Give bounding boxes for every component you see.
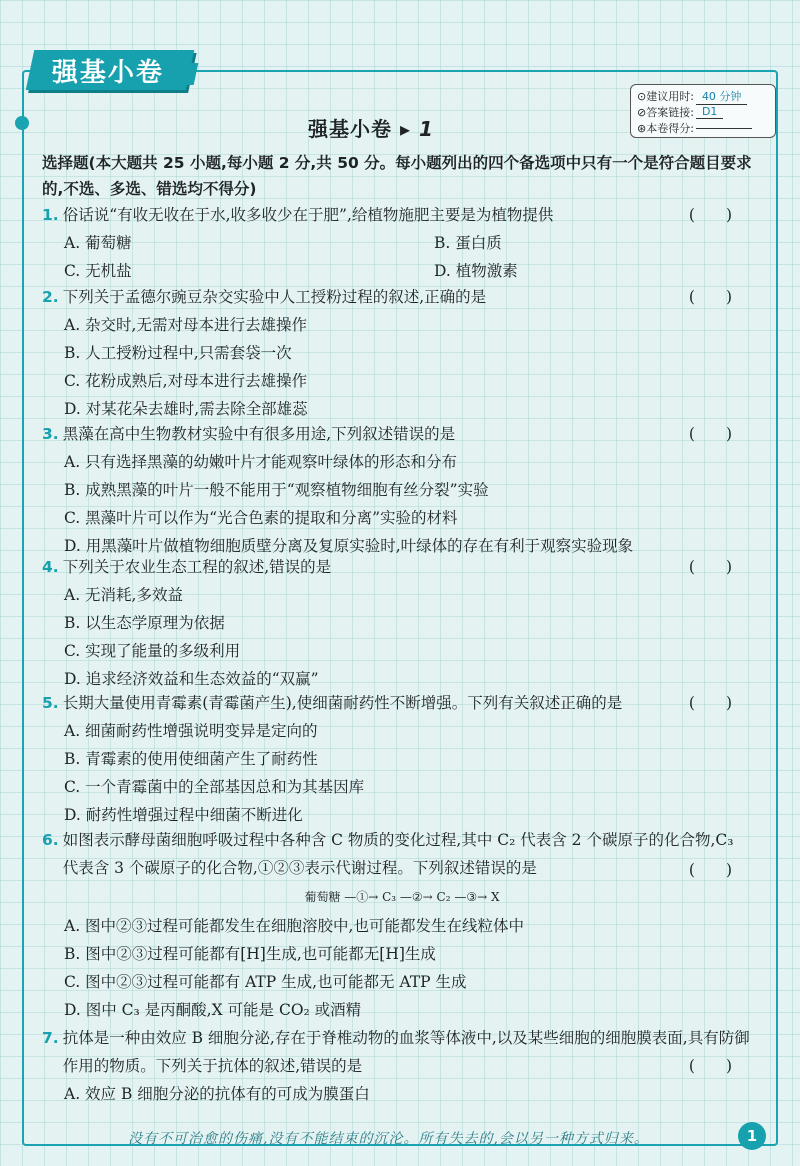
option-b: B. 以生态学原理为依据 (64, 614, 225, 632)
code-label: 答案链接: (646, 106, 694, 119)
question-stem: 黑藻在高中生物教材实验中有很多用途,下列叙述错误的是 (62, 425, 456, 443)
quiz-title: 强基小卷 ▸ 1 (308, 117, 434, 141)
option-a: A. 葡萄糖 (64, 234, 132, 252)
option-c: C. 一个青霉菌中的全部基因总和为其基因库 (64, 778, 365, 796)
answer-blank: ( ) (688, 425, 732, 443)
option-b: B. 人工授粉过程中,只需套袋一次 (64, 344, 292, 362)
question-4: 4. 下列关于农业生态工程的叙述,错误的是 ( ) A. 无消耗,多效益 B. 以生态学原理为依据 C. 实现了能量的多级利用 D. 追求经济效益和生态效益的“双赢” (42, 553, 762, 693)
question-stem: 下列关于农业生态工程的叙述,错误的是 (62, 558, 332, 576)
code-row (637, 104, 769, 120)
option-d: D. 追求经济效益和生态效益的“双赢” (64, 670, 319, 688)
option-d: D. 用黑藻叶片做植物细胞质壁分离及复原实验时,叶绿体的存在有利于观察实验现象 (64, 537, 634, 555)
question-stem: 如图表示酵母菌细胞呼吸过程中各种含 C 物质的变化过程,其中 C₂ 代表含 2 个碳原子的化合物,C₃ 代表含 3 个碳原子的化合物,①②③表示代谢过程。下列叙述错误的是 (62, 831, 734, 877)
answer-blank: ( ) (688, 1057, 732, 1075)
time-value: 40 分钟 (696, 88, 748, 105)
answer-blank: ( ) (688, 558, 732, 576)
option-c: C. 实现了能量的多级利用 (64, 642, 241, 660)
question-5: 5. 长期大量使用青霉素(青霉菌产生),使细菌耐药性不断增强。下列有关叙述正确的是 ( ) A. 细菌耐药性增强说明变异是定向的 B. 青霉素的使用使细菌产生了耐药性 C. 一个青霉菌中的全部基因总和为其基因库 D. 耐药性增强过程中细菌不断进化 (42, 689, 762, 829)
answer-blank: ( ) (688, 861, 732, 879)
option-a: A. 图中②③过程可能都发生在细胞溶胶中,也可能都发生在线粒体中 (64, 917, 524, 935)
footer-motto: 没有不可治愈的伤痛,没有不能结束的沉沦。所有失去的,会以另一种方式归来。 (128, 1131, 649, 1147)
time-label: 建议用时: (646, 90, 694, 103)
option-b: B. 蛋白质 (434, 234, 502, 252)
question-stem: 抗体是一种由效应 B 细胞分泌,存在于脊椎动物的血浆等体液中,以及某些细胞的细胞膜表面,具有防御作用的物质。下列关于抗体的叙述,错误的是 (62, 1029, 750, 1075)
question-1: 1. 俗话说“有收无收在于水,收多收少在于肥”,给植物施肥主要是为植物提供 ( ) A. 葡萄糖 B. 蛋白质 C. 无机盐 D. 植物激素 (42, 201, 762, 285)
section-banner: 强基小卷 (26, 50, 195, 90)
option-c: C. 图中②③过程可能都有 ATP 生成,也可能都无 ATP 生成 (64, 973, 467, 991)
option-b: B. 青霉素的使用使细菌产生了耐药性 (64, 750, 318, 768)
page-number: 1 (738, 1122, 766, 1150)
question-stem: 俗话说“有收无收在于水,收多收少在于肥”,给植物施肥主要是为植物提供 (62, 206, 554, 224)
score-blank (696, 128, 752, 129)
question-2: 2. 下列关于孟德尔豌豆杂交实验中人工授粉过程的叙述,正确的是 ( ) A. 杂交时,无需对母本进行去雄操作 B. 人工授粉过程中,只需套袋一次 C. 花粉成熟后,对母本进行去雄操作 D. 对某花朵去雄时,需去除全部雄蕊 (42, 283, 762, 423)
section-instructions: 选择题(本大题共 25 小题,每小题 2 分,共 50 分。每小题列出的四个备选项中只有一个是符合题目要求的,不选、多选、错选均不得分) (42, 154, 752, 198)
option-d: D. 图中 C₃ 是丙酮酸,X 可能是 CO₂ 或酒精 (64, 1001, 362, 1019)
clock-icon: ⊙ (637, 89, 647, 103)
metabolism-diagram: 葡萄糖 —①→ C₃ —②→ C₂ —③→ X (304, 890, 500, 904)
info-box (630, 84, 776, 138)
option-a: A. 无消耗,多效益 (64, 586, 183, 604)
option-c: C. 花粉成熟后,对母本进行去雄操作 (64, 372, 308, 390)
answer-blank: ( ) (688, 694, 732, 712)
option-a: A. 效应 B 细胞分泌的抗体有的可成为膜蛋白 (64, 1085, 370, 1103)
option-c: C. 无机盐 (64, 262, 132, 280)
margin-dot (15, 116, 29, 130)
question-stem: 下列关于孟德尔豌豆杂交实验中人工授粉过程的叙述,正确的是 (62, 288, 487, 306)
answer-blank: ( ) (688, 288, 732, 306)
score-icon: ⊛ (637, 121, 647, 135)
option-a: A. 细菌耐药性增强说明变异是定向的 (64, 722, 318, 740)
option-d: D. 植物激素 (434, 262, 518, 280)
option-b: B. 成熟黑藻的叶片一般不能用于“观察植物细胞有丝分裂”实验 (64, 481, 489, 499)
question-7: 7. 抗体是一种由效应 B 细胞分泌,存在于脊椎动物的血浆等体液中,以及某些细胞的细胞膜表面,具有防御作用的物质。下列关于抗体的叙述,错误的是 ( ) A. 效应 B 细胞分泌的抗体有的可成为膜蛋白 (42, 1024, 762, 1108)
question-3: 3. 黑藻在高中生物教材实验中有很多用途,下列叙述错误的是 ( ) A. 只有选择黑藻的幼嫩叶片才能观察叶绿体的形态和分布 B. 成熟黑藻的叶片一般不能用于“观察植物细胞有丝分裂”实验 C. 黑藻叶片可以作为“光合色素的提取和分离”实验的材料 D. 用黑藻叶片做植物细胞质壁分离及复原实验时,叶绿体的存在有利于观察实验现象 (42, 420, 762, 560)
question-6: 6. 如图表示酵母菌细胞呼吸过程中各种含 C 物质的变化过程,其中 C₂ 代表含 2 个碳原子的化合物,C₃ 代表含 3 个碳原子的化合物,①②③表示代谢过程。下列叙述错误的是 葡萄糖 —①→ C₃ —②→ C₂ —③→ X ( ) A. 图中②③过程可能都发生在细胞溶胶中,也可能都发生在线粒体中 B. 图中②③过程可能都有[H]生成,也可能都无[H]生成 C. 图中②③过程可能都有 ATP 生成,也可能都无 ATP 生成 D. 图中 C₃ 是丙酮酸,X 可能是 CO₂ 或酒精 (42, 826, 762, 1024)
time-row (637, 88, 769, 104)
question-stem: 长期大量使用青霉素(青霉菌产生),使细菌耐药性不断增强。下列有关叙述正确的是 (62, 694, 623, 712)
option-b: B. 图中②③过程可能都有[H]生成,也可能都无[H]生成 (64, 945, 436, 963)
score-label: 本卷得分: (646, 122, 694, 135)
option-d: D. 耐药性增强过程中细菌不断进化 (64, 806, 303, 824)
option-c: C. 黑藻叶片可以作为“光合色素的提取和分离”实验的材料 (64, 509, 458, 527)
option-a: A. 只有选择黑藻的幼嫩叶片才能观察叶绿体的形态和分布 (64, 453, 458, 471)
option-d: D. 对某花朵去雄时,需去除全部雄蕊 (64, 400, 308, 418)
score-row (637, 120, 769, 136)
link-icon: ⊘ (637, 105, 647, 119)
answer-blank: ( ) (688, 206, 732, 224)
option-a: A. 杂交时,无需对母本进行去雄操作 (64, 316, 307, 334)
quiz-number: 1 (418, 117, 434, 141)
code-value: D1 (696, 105, 723, 119)
